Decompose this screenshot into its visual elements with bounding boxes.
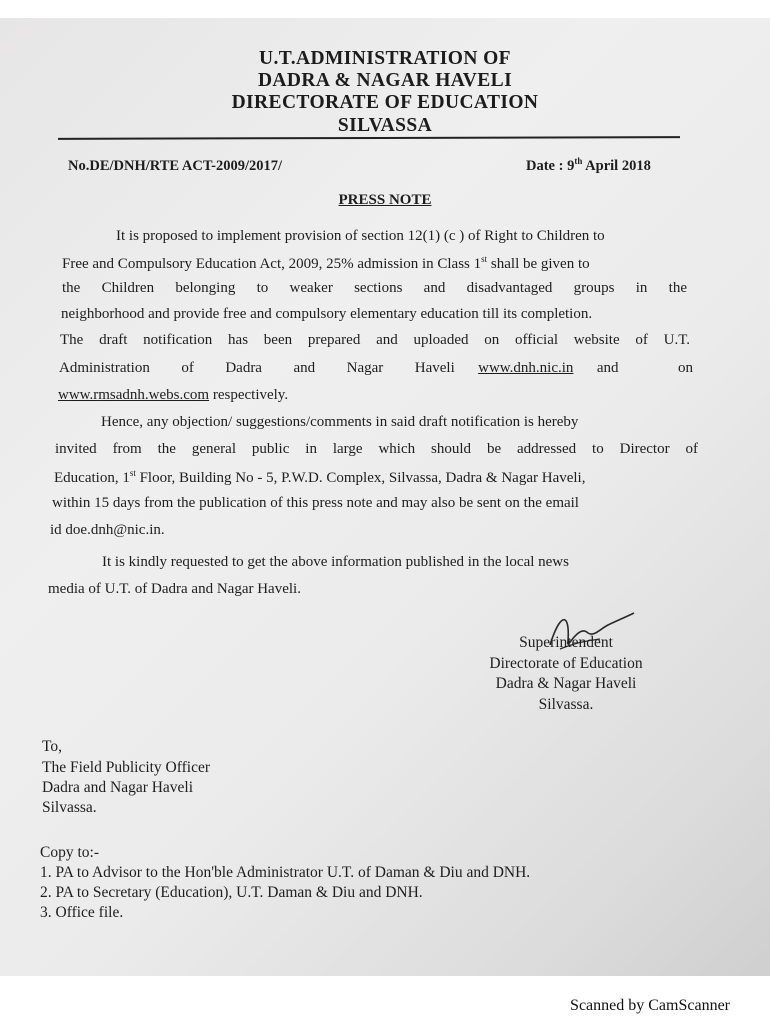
signature-mark — [530, 603, 640, 663]
press-note-title-text: PRESS NOTE — [338, 192, 432, 208]
to-city: Silvassa. — [42, 799, 97, 816]
date-rest: April 2018 — [585, 157, 651, 174]
copy-to-label: Copy to:- — [40, 844, 99, 861]
date-suffix: th — [574, 156, 583, 166]
scanner-watermark: Scanned by CamScanner — [570, 997, 730, 1014]
scanned-document — [0, 18, 770, 976]
para1-line5: The draft notification has been prepared and uploaded on official website of U.T. — [60, 332, 690, 348]
para2-line3-sup: st — [129, 468, 136, 478]
header-line-2: DADRA & NAGAR HAVELI — [257, 70, 513, 91]
para2-line3-rest: Floor, Building No - 5, P.W.D. Complex, Silvassa, Dadra & Nagar Haveli, — [135, 470, 586, 486]
to-recipient: The Field Publicity Officer — [42, 759, 211, 776]
copy-to-item-3: 3. Office file. — [40, 904, 124, 921]
document-date — [526, 156, 651, 175]
para1-line7-rest: respectively. — [209, 387, 289, 403]
para2-line4: within 15 days from the publication of this press note and may also be sent on the email — [52, 495, 579, 511]
para2-line1: Hence, any objection/ suggestions/comments in said draft notification is hereby — [101, 414, 579, 430]
para1-line2 — [62, 254, 590, 273]
date-label: Date : — [526, 157, 564, 174]
copy-to-item-1: 1. PA to Advisor to the Hon'ble Administrator U.T. of Daman & Diu and DNH. — [40, 864, 531, 881]
to-label: To, — [42, 738, 63, 755]
para1-line6-rest: and on — [596, 360, 693, 376]
header-line-1: U.T.ADMINISTRATION OF — [259, 48, 511, 69]
copy-to-item-2: 2. PA to Secretary (Education), U.T. Daman & Diu and DNH. — [40, 884, 423, 901]
para3-line1: It is kindly requested to get the above information published in the local news — [102, 554, 569, 570]
to-region: Dadra and Nagar Haveli — [42, 779, 194, 796]
reference-number: No.DE/DNH/RTE ACT-2009/2017/ — [68, 158, 283, 174]
para2-line2: invited from the general public in large which should be addressed to Director of — [55, 441, 698, 457]
signatory-office: Directorate of Education — [489, 655, 643, 672]
para1-line4: neighborhood and provide free and compulsory elementary education till its completion. — [61, 306, 593, 322]
para1-line7 — [58, 387, 288, 404]
para2-line5: id doe.dnh@nic.in. — [50, 522, 165, 538]
para3-line2: media of U.T. of Dadra and Nagar Haveli. — [48, 581, 301, 597]
para1-line2-rest: shall be given to — [487, 256, 590, 272]
para1-line6 — [59, 360, 693, 377]
para1-line3: the Children belonging to weaker sections and disadvantaged groups in the — [62, 280, 687, 296]
press-note-title — [0, 192, 770, 209]
header-line-4: SILVASSA — [337, 115, 433, 136]
para2-line3 — [54, 468, 585, 487]
signatory-city: Silvassa. — [538, 696, 594, 713]
para1-line2-text: Free and Compulsory Education Act, 2009, 25% admission in Class 1 — [62, 256, 482, 272]
signatory-title: Superintendent — [519, 634, 613, 651]
signatory-region: Dadra & Nagar Haveli — [495, 675, 637, 692]
para2-line3-text: Education, 1 — [54, 470, 130, 486]
para1-line1: It is proposed to implement provision of section 12(1) (c ) of Right to Children to — [116, 228, 605, 244]
header-rule — [58, 136, 680, 140]
header-line-3: DIRECTORATE OF EDUCATION — [231, 92, 539, 113]
date-day: 9 — [567, 157, 575, 174]
para1-line6-text: Administration of Dadra and Nagar Haveli — [59, 360, 455, 376]
rmsadnh-website-link[interactable]: www.rmsadnh.webs.com — [58, 387, 210, 403]
dnh-website-link[interactable]: www.dnh.nic.in — [478, 360, 574, 376]
para1-line2-sup: st — [481, 254, 488, 264]
